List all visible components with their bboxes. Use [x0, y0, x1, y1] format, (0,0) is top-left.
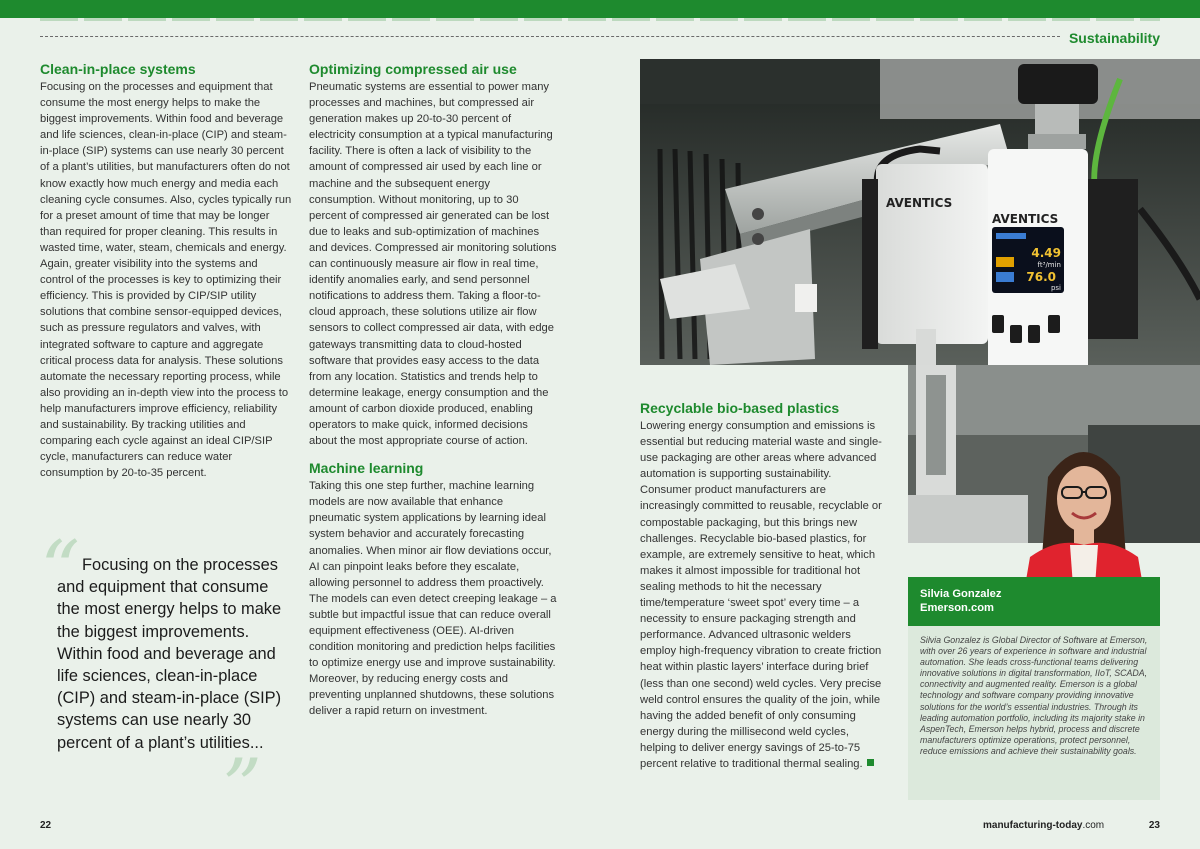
- brand-label-left: AVENTICS: [886, 196, 953, 210]
- page-number-right: 23: [1148, 820, 1160, 831]
- air-flow-sensor-illustration: [640, 59, 1200, 365]
- heading-machine-learning: Machine learning: [309, 460, 424, 477]
- top-banner: [0, 0, 1200, 18]
- display-pressure-value: 76.0: [1026, 270, 1056, 284]
- author-name: Silvia Gonzalez: [920, 588, 1002, 600]
- page-number-left: 22: [40, 820, 52, 831]
- heading-clean-in-place: Clean-in-place systems: [40, 61, 196, 77]
- column-1: [40, 60, 292, 481]
- display-flow-value: 4.49: [1031, 246, 1061, 260]
- open-quote-icon: “: [40, 525, 80, 615]
- paragraph-bio-plastics-text: Lowering energy consumption and emissions is essential but reducing material waste and single-use packaging are other areas where advanced automation is supporting sustainability. Consumer product manufacturers are increasingly committed to reusable, recyclable or compostable packaging, but this brings new challenges. Recyclable bio-based plastics, for example, are extremely sensitive to heat, which makes it almost impossible for traditional hot sealing methods to hit the necessary time/temperature ‘sweet spot’ every time – a necessity to ensure packaging strength and performance. Advanced ultrasonic welders employ high-frequency vibration to create friction heat within plastic layers’ interface during brief (less than one second) weld cycles. Very precise weld control ensures the quality of the join, while having the added benefit of only consuming energy during the millisecond weld cycles, helping to deliver energy savings of 25-to-75 percent relative to traditional thermal sealing.: [640, 420, 882, 770]
- paragraph-bio-plastics: [640, 418, 886, 772]
- author-name-block: [920, 587, 1001, 615]
- brand-label-right: AVENTICS: [992, 212, 1059, 226]
- footer-site-tld: .com: [1082, 820, 1105, 831]
- close-quote-icon: ”: [222, 743, 262, 833]
- footer-website: [983, 820, 1104, 831]
- paragraph-machine-learning: Taking this one step further, machine learning models are now available that enhance pneumatic system applications by learning ideal system behavior and accurately forecasting anomalies. When minor air flow deviations occur, AI can pinpoint leaks before they escalate, allowing personnel to address them proactively. The models can even detect creeping leakage – a subtle but impactful issue that can reduce overall equipment effectiveness (OEE). AI-driven condition monitoring and prediction helps facilities to optimize energy use and improve sustainability. Moreover, by reducing energy costs and preventing unplanned shutdowns, these solutions deliver a rapid return on investment.: [309, 480, 557, 718]
- heading-bio-plastics: Recyclable bio-based plastics: [640, 400, 840, 416]
- paragraph-compressed-air: Pneumatic systems are essential to power many processes and machines, but compressed air generation makes up 20-to-30 percent of electricity consumption at a typical manufacturing facility. There is often a lack of visibility to the amount of compressed air used by each line or machine and the subsequent energy consumption. Without monitoring, up to 30 percent of compressed air generated can be lost due to leaks and sub-optimization of machines and devices. Compressed air monitoring solutions can continuously measure air flow in real time, identify anomalies early, and send personnel notifications to address them. Taking a floor-to-cloud approach, these solutions utilize air flow sensors to collect compressed air data, with edge gateways transmitting data to cloud-hosted software that provides easy access to the data from any location. Statistics and trends help to determine leakage, energy consumption and the amount of carbon dioxide produced, enabling operators to make quick, informed decisions about the most appropriate course of action.: [309, 81, 557, 448]
- article-end-icon: [867, 759, 874, 766]
- product-photo: [640, 59, 1200, 365]
- author-website: Emerson.com: [920, 602, 994, 614]
- top-banner-stripe: [40, 18, 1160, 21]
- pull-quote-text: Focusing on the processes and equipment that consume the most energy helps to make the biggest improvements. Within food and beverage and life sciences, clean-in-place (CIP) and steam-in-place (SIP) systems can use nearly 30 percent of a plant’s utilities...: [57, 556, 282, 752]
- author-name-box: [908, 577, 1160, 626]
- heading-compressed-air: Optimizing compressed air use: [309, 61, 517, 77]
- column-3: [640, 399, 886, 772]
- paragraph-clean-in-place: Focusing on the processes and equipment that consume the most energy helps to make the biggest improvements. Within food and beverage and life sciences, clean-in-place (CIP) and steam-in-place (SIP) systems can use nearly 30 percent of a plant’s utilities, but manufacturers often do not know exactly how much energy and media each cleaning cycle consumes. Also, cycles typically run for a preset amount of time that may be longer than required for proper cleaning. This results in wasted time, water, steam, chemicals and energy. Again, greater visibility into the systems and control of the processes is key to optimizing their efficiency. This is provided by CIP/SIP utility solutions that combine sensor-equipped devices, such as pressure regulators and valves, with integrated software to capture and aggregate critical process data for analysis. These solutions automate the necessary reporting process, while also providing an in-depth view into the process to help manufacturers improve efficiency, reliability and sustainability. By tracking utilities and comparing each cycle against an ideal CIP/SIP cycle, manufacturers can reduce water consumption by 20-to-35 percent.: [40, 81, 292, 480]
- author-bio: Silvia Gonzalez is Global Director of Software at Emerson, with over 26 years of experience in software and industrial automation. She leads cross-functional teams delivering innovative solutions in digital transformation, IIoT, SCADA, connectivity and augmented reality. Emerson is a global technology and software company providing innovative solutions for the world’s essential industries. Through its leading automation portfolio, including its majority stake in AspenTech, Emerson helps hybrid, process and discrete manufacturers optimize operations, protect personnel, reduce emissions and achieve their sustainability goals.: [920, 635, 1148, 756]
- column-2: [309, 60, 557, 720]
- header-rule: [40, 36, 1060, 37]
- author-bio-box: [908, 626, 1160, 800]
- section-label: Sustainability: [1068, 30, 1160, 46]
- display-flow-unit: ft³/min: [1037, 261, 1061, 269]
- display-pressure-unit: psi: [1050, 284, 1061, 292]
- footer-site-bold: manufacturing-today: [983, 820, 1083, 831]
